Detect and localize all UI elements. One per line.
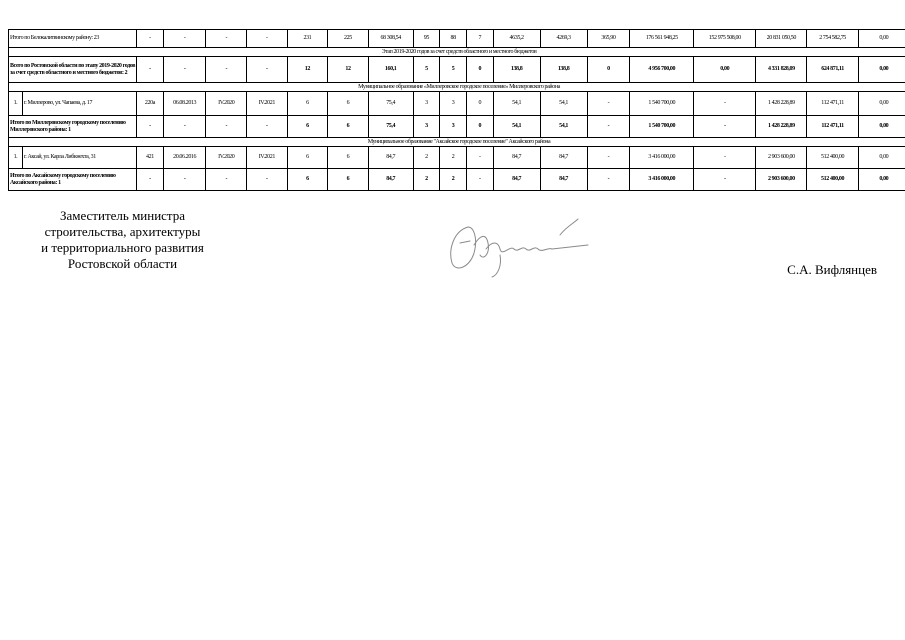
table-cell: - (466, 169, 493, 191)
table-cell: 68 308,54 (368, 30, 413, 48)
table-cell: 84,7 (540, 147, 587, 169)
table-cell: - (587, 169, 630, 191)
table-cell: - (163, 116, 206, 138)
table-cell: - (137, 169, 164, 191)
table-row (9, 30, 905, 48)
table-cell: 4269,3 (540, 30, 587, 48)
table-cell: - (694, 147, 756, 169)
handwritten-signature (440, 205, 595, 280)
section-title: Муниципальное образование "Аксайское городское поселение" Аксайского района (9, 138, 905, 147)
table-cell: 84,7 (368, 147, 413, 169)
table-row (9, 116, 905, 138)
table-cell: 0,00 (694, 57, 756, 83)
table-body (9, 30, 905, 191)
section-title: Муниципальное образование «Миллеровское городское поселение» Миллеровского района (9, 83, 905, 92)
signatory-name: С.А. Вифлянцев (787, 262, 877, 277)
table-cell: - (587, 116, 630, 138)
table-cell: Всего по Ростовской области по этапу 2019-2020 годов за счет средств областного и местного бюджетов: 2 (9, 57, 137, 83)
table-cell: 2 (413, 169, 440, 191)
table-cell: 0,00 (858, 147, 905, 169)
table-cell: 88 (440, 30, 467, 48)
table-cell: - (137, 30, 164, 48)
table-cell: 12 (287, 57, 328, 83)
section-row (9, 83, 905, 92)
table-cell: - (206, 57, 247, 83)
table-row (9, 169, 905, 191)
table-cell: 1 428 228,89 (756, 92, 807, 116)
table-cell: - (587, 92, 630, 116)
table-cell: 0,00 (858, 169, 905, 191)
table-cell: 3 (413, 116, 440, 138)
table-cell: 1 428 228,89 (756, 116, 807, 138)
position-line: Заместитель министра (59, 208, 186, 223)
table-cell: 7 (466, 30, 493, 48)
table-cell: - (247, 30, 288, 48)
table-cell: 624 871,11 (807, 57, 858, 83)
table-cell: 5 (413, 57, 440, 83)
table-cell: 54,1 (540, 116, 587, 138)
table-cell: 84,7 (368, 169, 413, 191)
table-cell: 176 561 948,25 (630, 30, 694, 48)
table-cell: 0,00 (858, 92, 905, 116)
table-cell: IV.2021 (247, 92, 288, 116)
position-line: и территориального развития (41, 240, 204, 255)
table-cell: 12 (328, 57, 369, 83)
table-cell: 95 (413, 30, 440, 48)
table-row (9, 147, 905, 169)
table-cell: 112 471,11 (807, 116, 858, 138)
table-cell: 231 (287, 30, 328, 48)
table-cell: 54,1 (540, 92, 587, 116)
table-cell: 152 975 508,00 (694, 30, 756, 48)
table-cell: Итого по Белокалитвинскому району: 23 (9, 30, 137, 48)
table-row (9, 57, 905, 83)
table-cell: IV.2021 (247, 147, 288, 169)
table-cell: 3 (440, 116, 467, 138)
table-cell: 0,00 (858, 30, 905, 48)
table-cell: 1 540 700,00 (630, 92, 694, 116)
table-cell: 0 (466, 57, 493, 83)
table-cell: 54,1 (493, 92, 540, 116)
table-cell: - (206, 30, 247, 48)
table-cell: 20.06.2016 (163, 147, 206, 169)
register-table (8, 29, 905, 191)
table-cell: 220а (137, 92, 164, 116)
table-cell: 2 903 600,00 (756, 169, 807, 191)
table-cell: 365,90 (587, 30, 630, 48)
table-cell: 6 (287, 147, 328, 169)
table-cell: 1. (9, 147, 23, 169)
table-cell: 6 (328, 169, 369, 191)
table-cell: 6 (287, 92, 328, 116)
table-cell: - (247, 57, 288, 83)
table-cell: 75,4 (368, 92, 413, 116)
signatory-position (20, 208, 225, 272)
table-cell: 6 (287, 116, 328, 138)
table-cell: - (206, 116, 247, 138)
table-cell: 84,7 (540, 169, 587, 191)
table-cell: 225 (328, 30, 369, 48)
table-cell: 1 540 700,00 (630, 116, 694, 138)
table-cell: 75,4 (368, 116, 413, 138)
table-cell: 0 (466, 92, 493, 116)
table-cell: - (694, 169, 756, 191)
table-cell: IV.2020 (206, 92, 247, 116)
table-cell: 3 (440, 92, 467, 116)
table-cell: 138,8 (540, 57, 587, 83)
table-cell: 4 956 700,00 (630, 57, 694, 83)
table-cell: 2 (440, 147, 467, 169)
table-cell: - (466, 147, 493, 169)
table-cell: 6 (328, 116, 369, 138)
table-cell: 512 400,00 (807, 169, 858, 191)
table-cell: IV.2020 (206, 147, 247, 169)
position-line: строительства, архитектуры (44, 224, 201, 239)
table-row (9, 92, 905, 116)
table-cell: г. Аксай, ул. Карла Либкнехта, 31 (22, 147, 136, 169)
table-cell: 3 416 000,00 (630, 147, 694, 169)
section-row (9, 138, 905, 147)
table-cell: 0 (466, 116, 493, 138)
table-cell: 0 (587, 57, 630, 83)
table-cell: 3 (413, 92, 440, 116)
table-cell: - (206, 169, 247, 191)
table-cell: 54,1 (493, 116, 540, 138)
table-cell: 6 (287, 169, 328, 191)
table-cell: 06.08.2013 (163, 92, 206, 116)
table-cell: 3 416 000,00 (630, 169, 694, 191)
table-cell: - (163, 57, 206, 83)
table-cell: 512 400,00 (807, 147, 858, 169)
table-cell: 1. (9, 92, 23, 116)
table-cell: 2 754 582,75 (807, 30, 858, 48)
position-line: Ростовской области (67, 256, 178, 271)
table-cell: - (694, 92, 756, 116)
table-cell: Итого по Аксайскому городскому поселению Аксайского района: 1 (9, 169, 137, 191)
table-cell: 5 (440, 57, 467, 83)
table-cell: 20 831 050,50 (756, 30, 807, 48)
table-cell: 2 (440, 169, 467, 191)
table-cell: 138,8 (493, 57, 540, 83)
table-cell: 6 (328, 92, 369, 116)
table-cell: 84,7 (493, 169, 540, 191)
table-cell: 4635,2 (493, 30, 540, 48)
table-cell: 160,1 (368, 57, 413, 83)
table-cell: - (247, 116, 288, 138)
table-cell: - (137, 57, 164, 83)
table-cell: 2 903 600,00 (756, 147, 807, 169)
table-cell: 112 471,11 (807, 92, 858, 116)
table-cell: - (163, 30, 206, 48)
table-cell: 6 (328, 147, 369, 169)
table-cell: 0,00 (858, 57, 905, 83)
table-cell: г. Миллерово, ул. Чапаева, д. 17 (22, 92, 136, 116)
table-cell: Итого по Миллеровскому городскому поселению Миллеровского района: 1 (9, 116, 137, 138)
table-cell: - (137, 116, 164, 138)
table-cell: 0,00 (858, 116, 905, 138)
table-cell: 4 331 828,09 (756, 57, 807, 83)
table-cell: 2 (413, 147, 440, 169)
table-cell: 84,7 (493, 147, 540, 169)
table-cell: - (163, 169, 206, 191)
table-cell: - (694, 116, 756, 138)
table-cell: 421 (137, 147, 164, 169)
section-row (9, 48, 905, 57)
table-cell: - (247, 169, 288, 191)
table-cell: - (587, 147, 630, 169)
section-title: Этап 2019-2020 годов за счет средств областного и местного бюджетов (9, 48, 905, 57)
